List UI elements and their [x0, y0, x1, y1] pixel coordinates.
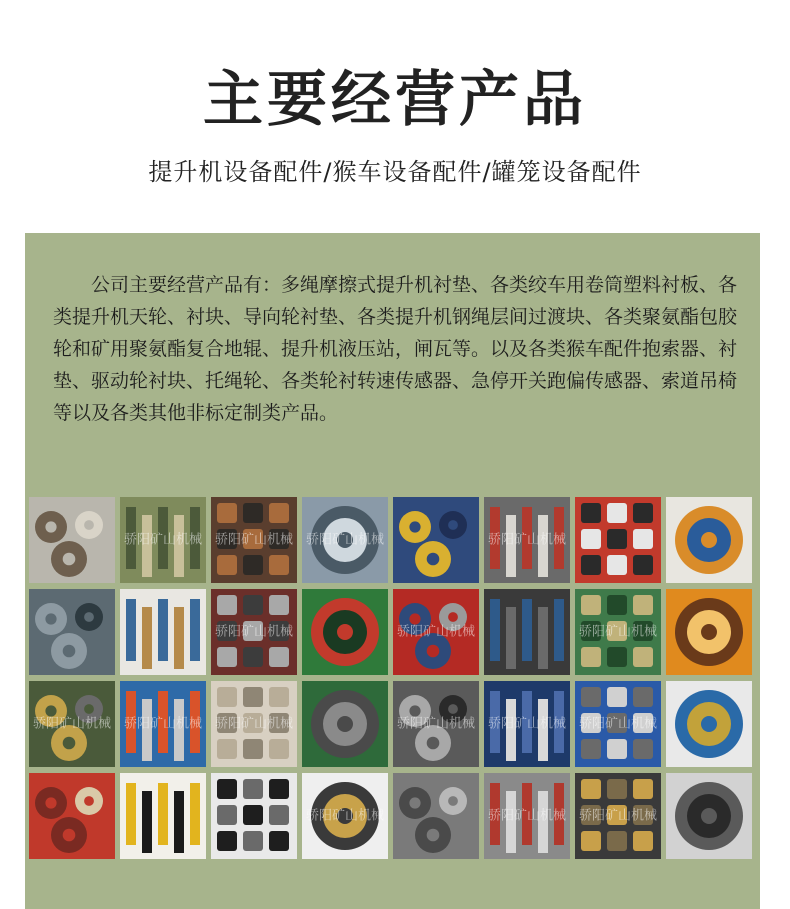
- photo-image: [29, 589, 115, 675]
- photo-image: [393, 589, 479, 675]
- photo-image: [120, 589, 206, 675]
- watermark-text: 骄阳矿山机械: [396, 716, 475, 732]
- photo-image: [211, 497, 297, 583]
- photo-image: [575, 589, 661, 675]
- photo-image: [393, 773, 479, 859]
- product-photo-stacked-blocks: [393, 681, 479, 767]
- product-photo-blue-motor: [575, 681, 661, 767]
- watermark-text: 骄阳矿山机械: [305, 532, 384, 548]
- photo-image: [666, 681, 752, 767]
- photo-image: [211, 589, 297, 675]
- product-photo-gray-brackets: [666, 773, 752, 859]
- photo-image: [29, 497, 115, 583]
- product-photo-gray-cast-parts: [393, 773, 479, 859]
- photo-image: [120, 497, 206, 583]
- photo-image: [393, 497, 479, 583]
- photo-image: [302, 773, 388, 859]
- product-photo-steel-rope-drum: [29, 589, 115, 675]
- product-photo-rubber-lined-pulleys: [211, 589, 297, 675]
- product-photo-sheave-line-workshop: [211, 497, 297, 583]
- watermark-text: 骄阳矿山机械: [578, 624, 657, 640]
- photo-image: [29, 681, 115, 767]
- photo-image: [484, 497, 570, 583]
- photo-image: [484, 773, 570, 859]
- product-photo-blue-cabinet-skid: [484, 589, 570, 675]
- photo-image: [484, 681, 570, 767]
- product-photo-green-winch: [302, 681, 388, 767]
- product-photo-golden-clamps: [575, 773, 661, 859]
- photo-image: [302, 681, 388, 767]
- product-photo-red-rope-grips: [484, 773, 570, 859]
- product-photo-liner-blocks: [211, 681, 297, 767]
- watermark-text: 骄阳矿山机械: [123, 716, 202, 732]
- watermark-text: 骄阳矿山机械: [487, 716, 566, 732]
- product-photo-clamp-components: [302, 773, 388, 859]
- watermark-text: 骄阳矿山机械: [32, 716, 111, 732]
- watermark-text: 骄阳矿山机械: [578, 716, 657, 732]
- photo-image: [211, 681, 297, 767]
- product-photo-mixed-wheel-parts: [484, 497, 570, 583]
- photo-image: [575, 681, 661, 767]
- photo-image: [575, 773, 661, 859]
- photo-image: [666, 497, 752, 583]
- products-panel: [25, 233, 760, 909]
- product-photo-large-blue-wheel: [484, 681, 570, 767]
- product-photo-sensor-and-cables: [666, 497, 752, 583]
- product-photo-flanged-couplings: [29, 681, 115, 767]
- product-photo-orange-sheave: [666, 589, 752, 675]
- photo-image: [302, 589, 388, 675]
- photo-image: [120, 681, 206, 767]
- photo-image: [302, 497, 388, 583]
- photo-image: [484, 589, 570, 675]
- product-photo-blue-drive-units: [120, 681, 206, 767]
- product-photo-grid: [29, 497, 756, 859]
- product-photo-blue-wheel-rollers: [393, 497, 479, 583]
- watermark-text: 骄阳矿山机械: [578, 808, 657, 824]
- watermark-text: 骄阳矿山机械: [487, 808, 566, 824]
- product-photo-red-pulley-assembly: [29, 773, 115, 859]
- product-photo-red-roller-sets: [393, 589, 479, 675]
- product-photo-yellow-switch-cable: [120, 773, 206, 859]
- watermark-text: 骄阳矿山机械: [487, 532, 566, 548]
- photo-image: [393, 681, 479, 767]
- product-photo-black-clamps: [211, 773, 297, 859]
- watermark-text: 骄阳矿山机械: [396, 624, 475, 640]
- product-photo-conveyor-frame: [302, 497, 388, 583]
- product-photo-parts-catalog: [120, 589, 206, 675]
- watermark-text: 骄阳矿山机械: [214, 532, 293, 548]
- product-photo-small-sensors: [666, 681, 752, 767]
- product-photo-workshop-assembly: [120, 497, 206, 583]
- photo-image: [29, 773, 115, 859]
- photo-image: [666, 589, 752, 675]
- photo-image: [120, 773, 206, 859]
- photo-image: [666, 773, 752, 859]
- page-subtitle: 提升机设备配件/猴车设备配件/罐笼设备配件: [148, 158, 642, 186]
- watermark-text: 骄阳矿山机械: [214, 624, 293, 640]
- product-photo-rope-clamp-rack: [29, 497, 115, 583]
- page-title: 主要经营产品: [203, 65, 587, 135]
- photo-image: [575, 497, 661, 583]
- watermark-text: 骄阳矿山机械: [123, 532, 202, 548]
- product-photo-green-hoist-drum: [575, 589, 661, 675]
- watermark-text: 骄阳矿山机械: [214, 716, 293, 732]
- watermark-text: 骄阳矿山机械: [305, 808, 384, 824]
- product-photo-hydraulic-station: [302, 589, 388, 675]
- intro-paragraph: 公司主要经营产品有：多绳摩擦式提升机衬垫、各类绞车用卷筒塑料衬板、各类提升机天轮、衬块、导向轮衬垫、各类提升机钢绳层间过渡块、各类聚氨酯包胶轮和矿用聚氨酯复合地辊、提升机液压站，闸瓦等。以及各类猴车配件抱索器、衬垫、驱动轮衬块、托绳轮、各类轮衬转速传感器、急停开关跑偏传感器、索道吊椅等以及各类其他非标定制类产品。: [53, 274, 738, 424]
- product-photo-red-black-pads: [575, 497, 661, 583]
- photo-image: [211, 773, 297, 859]
